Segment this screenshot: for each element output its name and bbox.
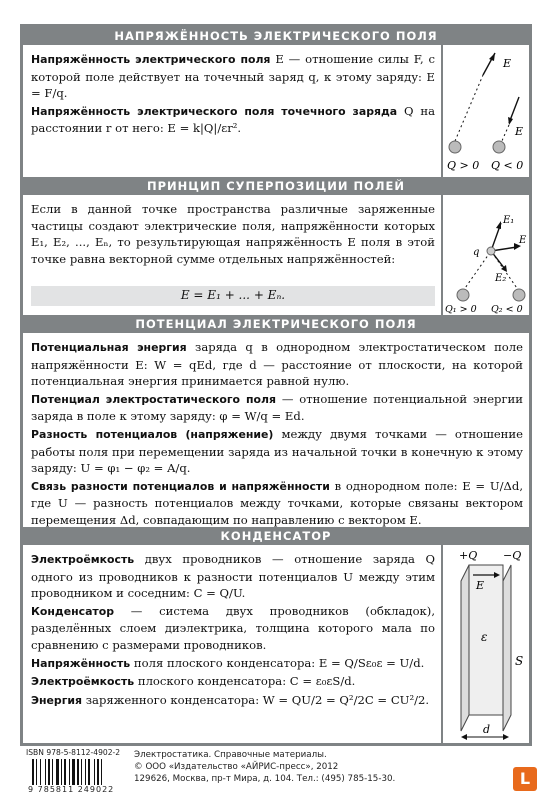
flat-capacitance-formula: плоского конденсатора: C = ε₀εS/d. <box>137 674 356 689</box>
superposition-figure <box>441 195 529 315</box>
relation-definition: в однородном поле: E = U/Δd, где U — разность потенциалов между точками, которые связаны вектором перемещения Δd, совпадающим по направлению с вектором E. <box>31 478 524 527</box>
charge-label-negative: Q < 0 <box>491 159 524 172</box>
term-field-intensity: Напряжённость электрического поля <box>31 53 271 66</box>
term-capacitor-intensity: Напряжённость <box>31 656 131 670</box>
area-label: S <box>515 654 524 668</box>
vector-label-e: E <box>519 235 527 246</box>
term-capacitor-energy: Энергия <box>31 693 83 707</box>
capacitor-figure <box>441 545 529 743</box>
intensity-text <box>31 51 435 138</box>
charges-field-diagram <box>443 45 531 177</box>
term-point-charge-intensity: Напряжённость электрического поля точечного заряда <box>31 104 398 118</box>
capacitor-energy-formula: заряженного конденсатора: W = QU/2 = Q²/2C = CU²/2. <box>85 692 430 707</box>
charge-label-q2: Q₂ < 0 <box>491 304 523 315</box>
term-flat-capacitance: Электроёмкость <box>31 675 135 689</box>
plate-label-positive: +Q <box>459 549 478 562</box>
field-label-capacitor: E <box>476 579 485 592</box>
plate-label-negative: −Q <box>503 549 522 562</box>
dielectric-label: ε <box>481 630 488 644</box>
potential-difference-definition: между двумя точками — отношение работы поля при перемещении заряда из начальной точки в конечную к этому заряду: U = φ₁ − φ₂ = A/q. <box>31 426 523 476</box>
term-potential: Потенциал электростатического поля <box>31 392 276 406</box>
capacitor-text <box>31 551 435 710</box>
charges-field-figure <box>441 45 529 177</box>
reference-sheet <box>20 24 532 746</box>
superposition-text: Если в данной точке пространства различные заряженные частицы создают электрические поля, напряжённости которых E₁, E₂, ..., Eₙ, то результирующая напряжённость E поля в этой точке равна векторной сумме отдельных напряжённостей: <box>31 202 435 266</box>
field-label-negative: E <box>515 125 524 138</box>
point-charge-formula: Q на расстоянии r от него: E = k|Q|/εr². <box>31 103 435 136</box>
term-potential-energy: Потенциальная энергия <box>31 341 187 354</box>
section-title-intensity: НАПРЯЖЁННОСТЬ ЭЛЕКТРИЧЕСКОГО ПОЛЯ <box>23 27 529 45</box>
footer-title: Электростатика. Справочные материалы. <box>134 750 327 760</box>
section-superposition <box>23 195 529 315</box>
barcode-digits: 9 785811 249022 <box>28 785 115 794</box>
vector-label-e2: E₂ <box>495 273 507 284</box>
term-capacitance: Электроёмкость <box>31 553 135 566</box>
capacitor-definition: — система двух проводников (обкладок), разделённых слоем диэлектрика, толщина которого мала по сравнению с размерами проводников. <box>31 603 436 652</box>
footer-address: 129626, Москва, пр-т Мира, д. 104. Тел.: (495) 785-15-30. <box>134 774 396 784</box>
potential-energy-definition: заряда q в однородном электростатическом поле напряжённости E: W = qEd, где d — расстояние от плоскости, на которой потенциальная энергия принимается равной нулю. <box>31 340 523 389</box>
section-capacitor <box>23 545 529 743</box>
section-title-capacitor: КОНДЕНСАТОР <box>23 527 529 545</box>
vector-label-e1: E₁ <box>503 215 515 226</box>
potential-text <box>31 339 523 530</box>
section-potential <box>23 333 529 547</box>
charge-label-q1: Q₁ > 0 <box>445 304 477 315</box>
section-intensity <box>23 45 529 177</box>
capacitor-diagram <box>443 545 531 743</box>
charge-label-positive: Q > 0 <box>447 159 480 172</box>
superposition-diagram <box>443 195 531 315</box>
term-potential-difference: Разность потенциалов (напряжение) <box>31 427 274 441</box>
field-label-positive: E <box>503 57 512 70</box>
distance-label: d <box>483 723 491 736</box>
intensity-definition: E — отношение силы F, с которой поле действует на точечный заряд q, к этому заряду: E = F/q. <box>31 52 435 101</box>
capacitor-intensity-formula: поля плоского конденсатора: E = Q/Sε₀ε = U/d. <box>133 655 425 670</box>
isbn-text: ISBN 978-5-8112-4902-2 <box>26 748 121 757</box>
potential-definition: — отношение потенциальной энергии заряда в поле к этому заряду: φ = W/q = Ed. <box>31 391 524 424</box>
section-title-potential: ПОТЕНЦИАЛ ЭЛЕКТРИЧЕСКОГО ПОЛЯ <box>23 315 529 333</box>
footer-copyright: © ООО «Издательство «АЙРИС-пресс», 2012 <box>134 762 339 772</box>
term-potential-intensity-relation: Связь разности потенциалов и напряжённости <box>31 479 330 493</box>
section-title-superposition: ПРИНЦИП СУПЕРПОЗИЦИИ ПОЛЕЙ <box>23 177 529 195</box>
term-capacitor: Конденсатор <box>31 604 115 618</box>
capacitance-definition: двух проводников — отношение заряда Q одного из проводников к разности потенциалов U между этим проводником и соседним: C = Q/U. <box>31 552 435 601</box>
charge-label-q: q <box>473 247 480 258</box>
superposition-formula: E = E₁ + ... + Eₙ. <box>180 288 286 302</box>
publisher-logo: L <box>513 767 537 791</box>
